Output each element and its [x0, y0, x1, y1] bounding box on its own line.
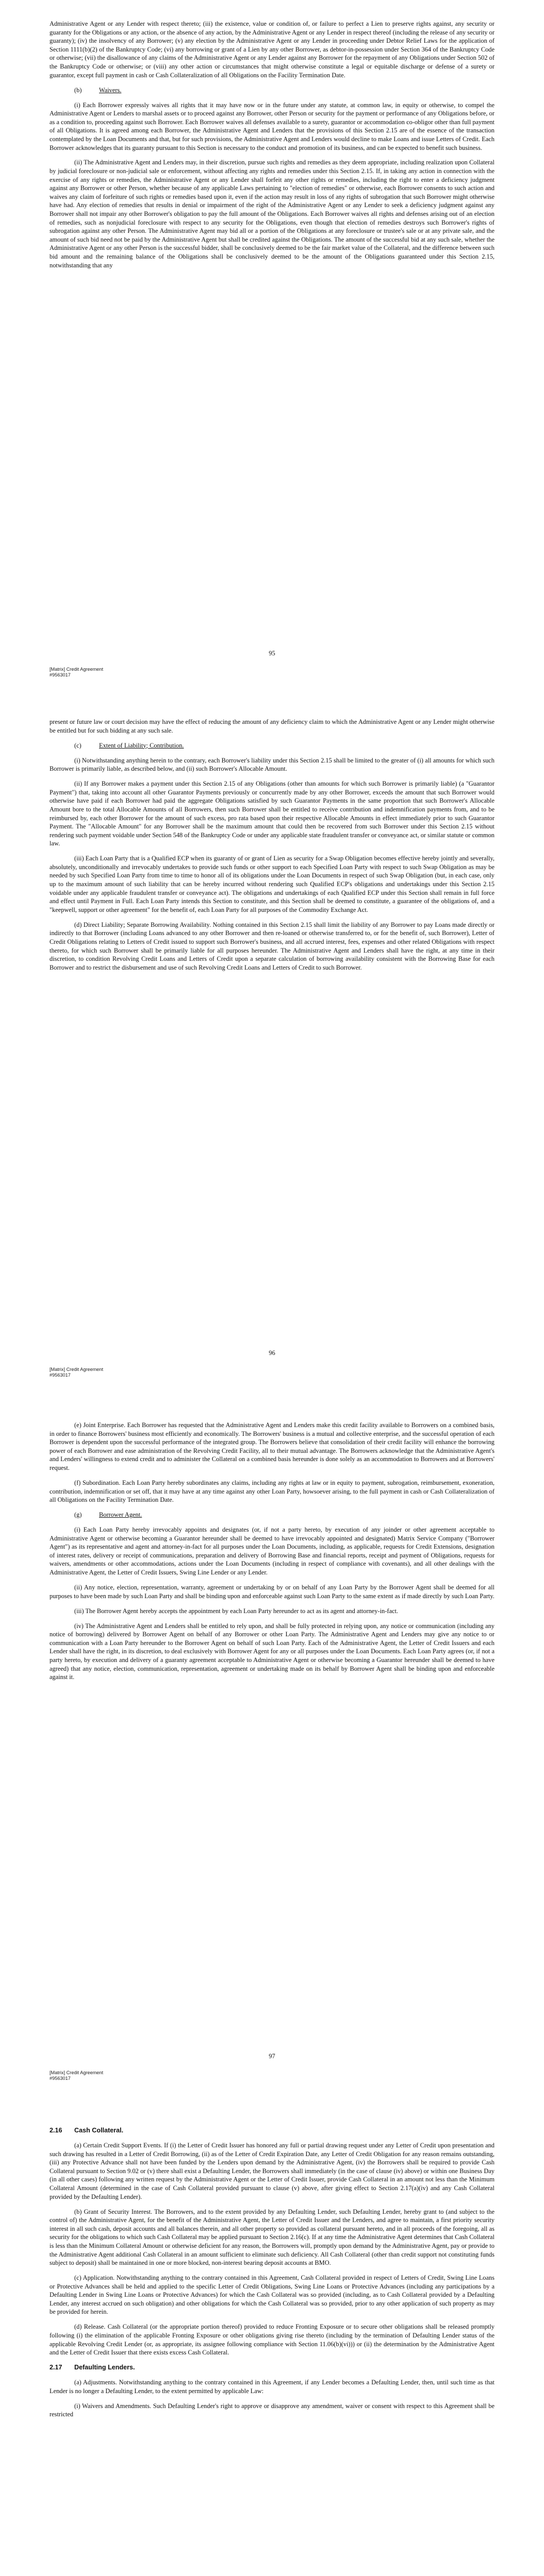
- paragraph: (d) Release. Cash Collateral (or the appropriate portion thereof) provided to reduce Fronting Exposure or to secure other obligations shall be released promptly following (i) the elimination of the applicable Fronting Exposure or other obligations giving rise thereto (including by the termination of Defaulting Lender status of the applicable Revolving Credit Lender (or, as appropriate, its assignee following compliance with Section 11.06(b)(vi))) or (ii) the determination by the Administrative Agent and the Letter of Credit Issuer that there exists excess Cash Collateral.: [50, 2323, 494, 2357]
- paragraph: present or future law or court decision may have the effect of reducing the amount of any deficiency claim to which the Administrative Agent or any Lender might otherwise be entitled but for such bidding at any such sale.: [50, 718, 494, 734]
- page-body: [50, 1421, 494, 1688]
- section-heading-defaulting-lenders: [50, 2363, 494, 2372]
- paragraph: (i) Notwithstanding anything herein to the contrary, each Borrower's liability under this Section 2.15 shall be limited to the greater of (i) all amounts for which such Borrower is primarily liable, as described below, and (ii) such Borrower's Allocable Amount.: [50, 756, 494, 773]
- footer-title: [Matrix] Credit Agreement: [50, 667, 104, 672]
- paragraph: (a) Certain Credit Support Events. If (i) the Letter of Credit Issuer has honored any full or partial drawing request under any Letter of Credit upon presentation and such drawing has resulted in a Letter of Credit Borrowing, (ii) as of the Letter of Credit Expiration Date, any Letter of Credit Obligation for any reason remains outstanding, (iii) any Protective Advance shall not have been funded by the Lenders upon demand by the Administrative Agent, (iv) the Borrowers shall be required to provide Cash Collateral pursuant to Section 9.02 or (v) there shall exist a Defaulting Lender, the Borrowers shall immediately (in the case of clause (iv) above) or within one Business Day (in all other cases) following any written request by the Administrative Agent or the Letter of Credit Issuer, provide Cash Collateral in an amount not less than the Minimum Collateral Amount (determined in the case of Cash Collateral provided pursuant to clause (v) above, after giving effect to Section 2.17(a)(iv) and any Cash Collateral provided by the Defaulting Lender).: [50, 2141, 494, 2200]
- paragraph: (ii) The Administrative Agent and Lenders may, in their discretion, pursue such rights and remedies as they deem appropriate, including realization upon Collateral by judicial foreclosure or non-judicial sale or enforcement, without affecting any rights and remedies under this Section 2.15. If, in taking any action in connection with the exercise of any rights or remedies, the Administrative Agent or any Lender shall forfeit any other rights or remedies, including the right to enter a deficiency judgment against any Borrower or other Person, whether because of any applicable Laws pertaining to "election of remedies" or otherwise, each Borrower consents to such action and waives any claim of forfeiture of such rights or remedies based upon it, even if the action may result in loss of any rights of subrogation that such Borrower might otherwise have had. Any election of remedies that results in denial or impairment of the right of the Administrative Agent or any Lender to seek a deficiency judgment against any Borrower shall not impair any other Borrower's obligation to pay the full amount of the Obligations. Each Borrower waives all rights and defenses arising out of an election of remedies, such as nonjudicial foreclosure with respect to any security for the Obligations, even though that election of remedies destroys such Borrower's rights of subrogation against any other Person. The Administrative Agent may bid all or a portion of the Obligations at any foreclosure or trustee's sale or at any private sale, and the amount of such bid need not be paid by the Administrative Agent but shall be credited against the Obligations. The amount of the successful bid at any such sale, whether the Administrative Agent or any other Person is the successful bidder, shall be conclusively deemed to be the fair market value of the Collateral, and the difference between such bid amount and the remaining balance of the Obligations shall be conclusively deemed to be the amount of the Obligations guaranteed under this Section 2.15, notwithstanding that any: [50, 159, 494, 269]
- page-body: [50, 2124, 494, 2425]
- footer-doc-id: #9563017: [50, 672, 71, 677]
- paragraph: (a) Adjustments. Notwithstanding anything to the contrary contained in this Agreement, if any Lender becomes a Defaulting Lender, then, until such time as that Lender is no longer a Defaulting Lender, to the extent permitted by applicable Law:: [50, 2379, 494, 2395]
- page-95: [0, 0, 544, 703]
- paragraph: (e) Joint Enterprise. Each Borrower has requested that the Administrative Agent and Lenders make this credit facility available to Borrowers on a combined basis, in order to finance Borrowers' business most efficiently and economically. The Borrowers' business is a mutual and collective enterprise, and the successful operation of each Borrower is dependent upon the successful performance of the integrated group. The Borrowers believe that consolidation of their credit facility will enhance the borrowing power of each Borrower and ease administration of the Revolving Credit Facility, all to their mutual advantage. The Borrowers acknowledge that the Administrative Agent's and Lenders' willingness to extend credit and to administer the Collateral on a combined basis hereunder is done solely as an accommodation to Borrowers and at Borrowers' request.: [50, 1421, 494, 1471]
- page-body: [50, 20, 494, 276]
- page-number: 96: [269, 1349, 275, 1357]
- paragraph: (iv) The Administrative Agent and Lenders shall be entitled to rely upon, and shall be fully protected in relying upon, any notice or communication (including any notice of borrowing) delivered by Borrower Agent on behalf of any Borrower or other Loan Party. The Administrative Agent and Lenders may give any notice to or communication with a Loan Party hereunder to the Borrower Agent on behalf of such Loan Party. Each of the Administrative Agent, the Letter of Credit Issuers and each Lender shall have the right, in its discretion, to deal exclusively with Borrower Agent for any or all purposes under the Loan Documents. Each Loan Party agrees (or, if not a party hereto, by execution and delivery of a guaranty agreement acceptable to Administrative Agent or otherwise becoming a Guarantor hereunder shall be deemed to have agreed) that any notice, election, communication, representation, agreement or undertaking made on its behalf by Borrower Agent shall be binding upon and enforceable against it.: [50, 1622, 494, 1681]
- page-number: 97: [269, 2053, 275, 2060]
- page-97: [0, 1406, 544, 2110]
- section-title: Cash Collateral.: [74, 2127, 124, 2134]
- footer-doc-id: #9563017: [50, 2076, 71, 2081]
- paragraph: (i) Each Loan Party hereby irrevocably appoints and designates (or, if not a party hereto, by execution of any joinder or other agreement acceptable to Administrative Agent or otherwise becoming a Guarantor hereunder shall be deemed to have irrevocably appointed and designated) Matrix Service Company ("Borrower Agent") as its representative and agent and attorney-in-fact for all purposes under the Loan Documents, including, as applicable, requests for Credit Extensions, designation of interest rates, delivery or receipt of communications, preparation and delivery of Borrowing Base and financial reports, receipt and payment of Obligations, requests for waivers, amendments or other accommodations, actions under the Loan Documents (including in respect of compliance with covenants), and all other dealings with the Administrative Agent, the Letter of Credit Issuers, Swing Line Lender or any Lender.: [50, 1526, 494, 1577]
- paragraph: (d) Direct Liability; Separate Borrowing Availability. Nothing contained in this Section 2.15 shall limit the liability of any Borrower to pay Loans made directly or indirectly to that Borrower (including Loans advanced to any other Borrower and then re-loaned or otherwise transferred to, or for the benefit of, such Borrower), Letter of Credit Obligations relating to Letters of Credit issued to support such Borrower's business, and all accrued interest, fees, expenses and other related Obligations with respect thereto, for which such Borrower shall be primarily liable for all purposes hereunder. The Administrative Agent and Lenders shall have the right, at any time in their discretion, to condition Revolving Credit Loans and Letters of Credit upon a separate calculation of borrowing availability consistent with the Borrowing Base for each Borrower and to restrict the disbursement and use of such Revolving Credit Loans and Letters of Credit to such Borrower.: [50, 921, 494, 971]
- subsection-label: (b): [74, 86, 82, 94]
- footer-tag: [50, 2070, 103, 2081]
- subsection-label: (g): [74, 1511, 82, 1519]
- paragraph: (ii) If any Borrower makes a payment under this Section 2.15 of any Obligations (other than amounts for which such Borrower is primarily liable) (a "Guarantor Payment") that, taking into account all other Guarantor Payments previously or concurrently made by any other Borrower, exceeds the amount that such Borrower would otherwise have paid if each Borrower had paid the aggregate Obligations satisfied by such Guarantor Payments in the same proportion that such Borrower's Allocable Amount bore to the total Allocable Amounts of all Borrowers, then such Borrower shall be entitled to receive contribution and indemnification payments from, and to be reimbursed by, each other Borrower for the amount of such excess, pro rata based upon their respective Allocable Amounts in effect immediately prior to such Guarantor Payment. The "Allocable Amount" for any Borrower shall be the maximum amount that could then be recovered from such Borrower under this Section 2.15 without rendering such payment voidable under Section 548 of the Bankruptcy Code or under any applicable state fraudulent transfer or conveyance act, or similar statute or common law.: [50, 780, 494, 848]
- footer-doc-id: #9563017: [50, 1372, 71, 1378]
- page-body: [50, 718, 494, 978]
- section-heading-cash-collateral: [50, 2126, 494, 2135]
- paragraph: (ii) Any notice, election, representation, warranty, agreement or undertaking by or on behalf of any Loan Party by the Borrower Agent shall be deemed for all purposes to have been made by such Loan Party and shall be binding upon and enforceable against such Loan Party to the same extent as if made directly by such Loan Party.: [50, 1584, 494, 1600]
- paragraph: (f) Subordination. Each Loan Party hereby subordinates any claims, including any rights at law or in equity to payment, subrogation, reimbursement, exoneration, contribution, indemnification or set off, that it may have at any time against any other Loan Party, howsoever arising, to the full payment in cash or Cash Collateralization of all Obligations on the Facility Termination Date.: [50, 1479, 494, 1504]
- footer-title: [Matrix] Credit Agreement: [50, 1367, 104, 1372]
- subsection-label: (c): [74, 741, 81, 749]
- footer-title: [Matrix] Credit Agreement: [50, 2070, 104, 2075]
- paragraph: (i) Each Borrower expressly waives all rights that it may have now or in the future under any statute, at common law, in equity or otherwise, to compel the Administrative Agent or Lenders to marshal assets or to proceed against any Borrower, other Person or security for the payment or performance of any Obligations before, or as a condition to, proceeding against such Borrower. Each Borrower waives all defenses available to a surety, guarantor or accommodation co-obligor other than full payment of all Obligations. It is agreed among each Borrower, the Administrative Agent and Lenders that the provisions of this Section 2.15 are of the essence of the transaction contemplated by the Loan Documents and that, but for such provisions, the Administrative Agent and Lenders would decline to make Loans and issue Letters of Credit. Each Borrower acknowledges that its guaranty pursuant to this Section is necessary to the conduct and promotion of its business, and can be expected to benefit such business.: [50, 101, 494, 151]
- subsection-title: Waivers.: [99, 86, 122, 94]
- subsection-heading-extent-of-liability: [50, 741, 494, 750]
- section-number: 2.16: [50, 2127, 62, 2134]
- section-title: Defaulting Lenders.: [74, 2364, 135, 2371]
- page-96: [0, 703, 544, 1406]
- paragraph: (iii) Each Loan Party that is a Qualified ECP when its guaranty of or grant of Lien as security for a Swap Obligation becomes effective hereby jointly and severally, absolutely, unconditionally and irrevocably undertakes to provide such funds or other support to each Specified Loan Party with respect to such Swap Obligation as may be needed by such Specified Loan Party from time to time to honor all of its obligations under the Loan Documents in respect of such Swap Obligation (but, in each case, only up to the maximum amount of such liability that can be hereby incurred without rendering such Qualified ECP's obligations and undertakings under this Section 2.15 voidable under any applicable fraudulent transfer or conveyance act). The obligations and undertakings of each Qualified ECP under this Section shall remain in full force and effect until Payment in Full. Each Loan Party intends this Section to constitute, and this Section shall be deemed to constitute, a guarantee of the obligations of, and a "keepwell, support or other agreement" for the benefit of, each Loan Party for all purposes of the Commodity Exchange Act.: [50, 855, 494, 913]
- subsection-heading-waivers: [50, 86, 494, 95]
- subsection-title: Extent of Liability; Contribution.: [99, 741, 184, 749]
- paragraph: (c) Application. Notwithstanding anything to the contrary contained in this Agreement, Cash Collateral provided in respect of Letters of Credit, Swing Line Loans or Protective Advances shall be held and applied to the specific Letter of Credit Obligations, Swing Line Loans or Protective Advances (including any participations by a Defaulting Lender in Swing Line Loans or Protective Advances) for which the Cash Collateral was so provided (including, as to Cash Collateral provided by a Defaulting Lender, any interest accrued on such obligation) and other obligations for which the Cash Collateral was so provided, prior to any other application of such property as may be provided for herein.: [50, 2274, 494, 2316]
- subsection-title: Borrower Agent.: [99, 1511, 142, 1519]
- section-number: 2.17: [50, 2364, 62, 2371]
- page-number: 95: [269, 650, 275, 657]
- page-98: [0, 2110, 544, 2576]
- paragraph: (b) Grant of Security Interest. The Borrowers, and to the extent provided by any Defaulting Lender, such Defaulting Lender, hereby grant to (and subject to the control of) the Administrative Agent, for the benefit of the Administrative Agent, the Letter of Credit Issuer and the Lenders, and agree to maintain, a first priority security interest in all such cash, deposit accounts and all balances therein, and all other property so provided as collateral pursuant hereto, and in all proceeds of the foregoing, all as security for the obligations to which such Cash Collateral may be applied pursuant to Section 2.16(c). If at any time the Administrative Agent determines that Cash Collateral is less than the Minimum Collateral Amount or otherwise deficient for any reason, the Borrowers will, promptly upon demand by the Administrative Agent, pay or provide to the Administrative Agent additional Cash Collateral in an amount sufficient to eliminate such deficiency. All Cash Collateral (other than credit support not constituting funds subject to deposit) shall be maintained in one or more blocked, non-interest bearing deposit accounts at BMO.: [50, 2208, 494, 2267]
- paragraph: (i) Waivers and Amendments. Such Defaulting Lender's right to approve or disapprove any amendment, waiver or consent with respect to this Agreement shall be restricted: [50, 2402, 494, 2418]
- subsection-heading-borrower-agent: [50, 1511, 494, 1519]
- footer-tag: [50, 1367, 103, 1378]
- paragraph: Administrative Agent or any Lender with respect thereto; (iii) the existence, value or condition of, or failure to perfect a Lien to preserve rights against, any security or guaranty for the Obligations or any action, or the absence of any action, by the Administrative Agent or any Lender in respect thereof (including the release of any security or guaranty); (iv) the insolvency of any Borrower; (v) any election by the Administrative Agent or any Lender in proceeding under Debtor Relief Laws for the application of Section 1111(b)(2) of the Bankruptcy Code; (vi) any borrowing or grant of a Lien by any other Borrower, as debtor-in-possession under Section 364 of the Bankruptcy Code or otherwise; (vii) the disallowance of any claims of the Administrative Agent or any Lender against any Borrower for the repayment of any Obligations under Section 502 of the Bankruptcy Code or otherwise; or (viii) any other action or circumstances that might otherwise constitute a legal or equitable discharge or defense of a surety or guarantor, except full payment in cash or Cash Collateralization of all Obligations on the Facility Termination Date.: [50, 20, 494, 79]
- footer-tag: [50, 667, 103, 678]
- paragraph: (iii) The Borrower Agent hereby accepts the appointment by each Loan Party hereunder to act as its agent and attorney-in-fact.: [74, 1607, 399, 1615]
